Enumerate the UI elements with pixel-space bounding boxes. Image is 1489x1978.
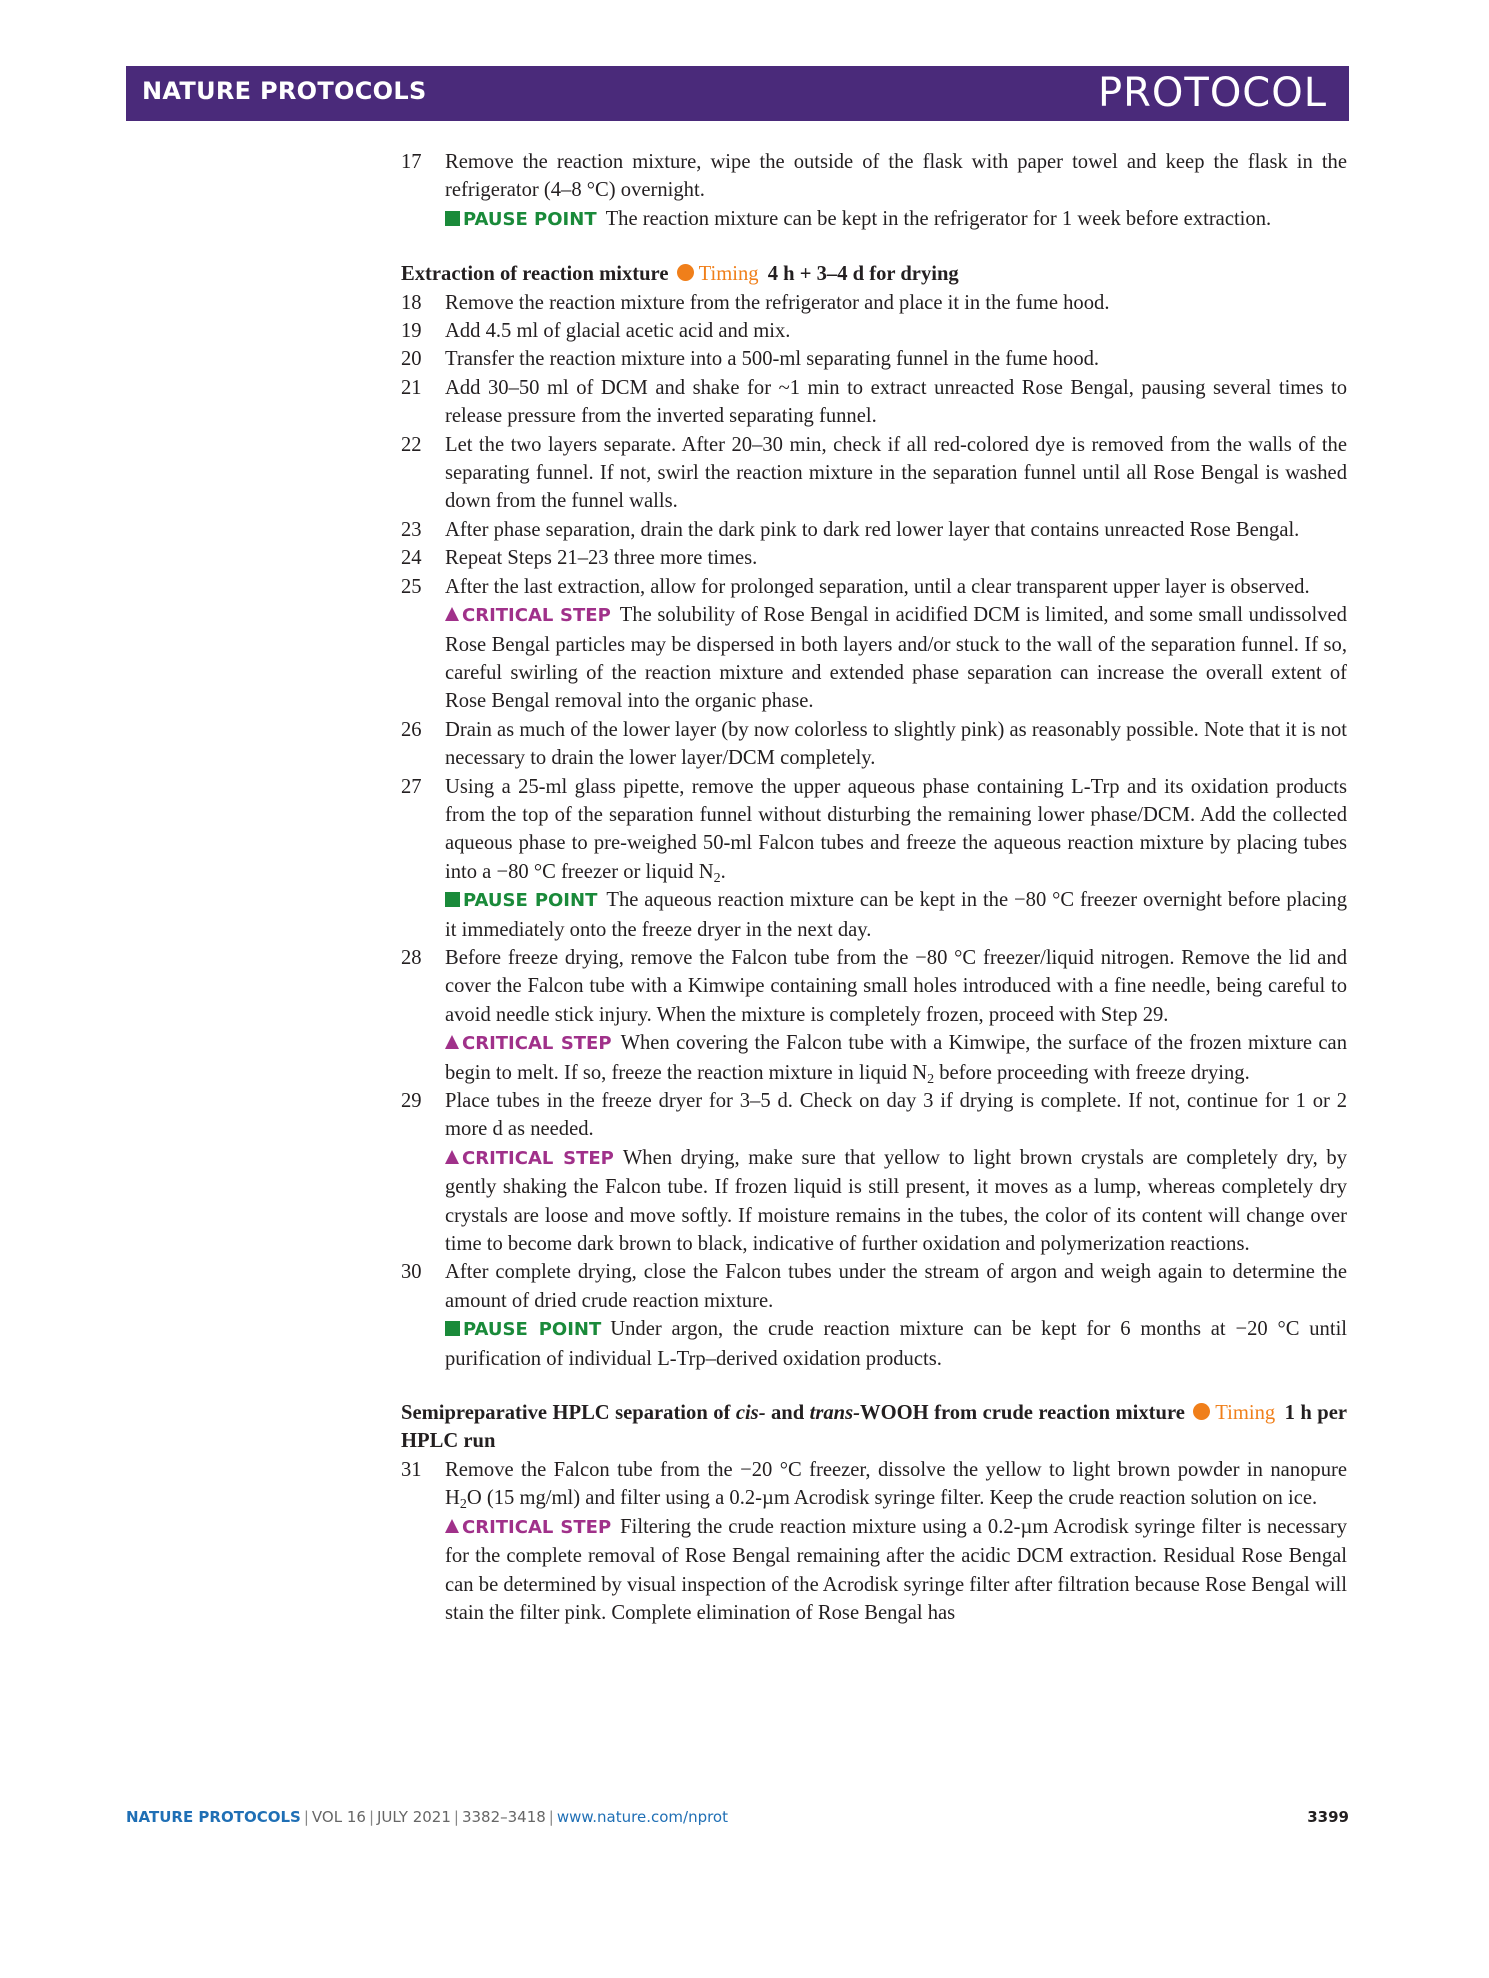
step-text: Add 4.5 ml of glacial acetic acid and mix. [445, 320, 791, 343]
step-number: 25 [401, 575, 422, 598]
pause-point-text: The aqueous reaction mixture can be kept in the −80 °C freezer overnight before placing it immediately onto the freeze dryer in the next day. [445, 889, 1348, 941]
section-title: and [770, 1402, 805, 1425]
pause-point-note [445, 886, 1347, 944]
step-text: Drain as much of the lower layer (by now colorless to slightly pink) as reasonably possible. Note that it is not necessary to drain the lower layer/DCM completely. [445, 718, 1347, 770]
small-caps-l: L [657, 1347, 670, 1370]
critical-step-note [445, 1029, 1347, 1087]
pause-point-text: -Trp–derived oxidation products. [669, 1347, 942, 1370]
step-29 [401, 1087, 1347, 1258]
pause-point-note [445, 1315, 1347, 1373]
small-caps-l: L [1071, 775, 1084, 798]
critical-step-icon [445, 1519, 459, 1533]
critical-step-note [445, 1144, 1347, 1259]
critical-step-text: When covering the Falcon tube with a Kimwipe, the surface of the frozen mixture can begin to melt. If so, freeze the reaction mixture in liquid N [445, 1032, 1347, 1084]
step-text: Transfer the reaction mixture into a 500-ml separating funnel in the fume hood. [445, 348, 1100, 371]
step-text: Remove the reaction mixture from the refrigerator and place it in the fume hood. [445, 291, 1110, 314]
step-text: After phase separation, drain the dark pink to dark red lower layer that contains unreacted Rose Bengal. [445, 518, 1300, 541]
critical-step-icon [445, 607, 459, 621]
step-19 [401, 317, 1347, 345]
section-title: Semipreparative HPLC separation of [401, 1402, 731, 1425]
critical-step-icon [445, 1150, 459, 1164]
section-heading-hplc [401, 1399, 1347, 1456]
step-20 [401, 345, 1347, 373]
text-segment: O (15 mg/ml) and filter using a 0.2-µm Acrodisk syringe filter. Keep the crude reaction solution on ice. [466, 1487, 1318, 1510]
step-number: 22 [401, 433, 422, 456]
footer-separator: | [303, 1808, 309, 1826]
pause-point-label: PAUSE POINT [463, 208, 597, 230]
critical-step-label: CRITICAL STEP [462, 1147, 614, 1169]
step-text: Add 30–50 ml of DCM and shake for ~1 min to extract unreacted Rose Bengal, pausing several times to release pressure from the inverted separating funnel. [445, 376, 1347, 428]
text-segment: Remove the Falcon tube from the −20 °C freezer, dissolve the yellow to light brown powder in nanopure H [445, 1458, 1347, 1510]
footer-separator: | [548, 1808, 554, 1826]
step-number: 18 [401, 291, 422, 314]
section-title: Extraction of reaction mixture [401, 263, 669, 286]
pause-point-text: Under argon, the crude reaction mixture can be kept for 6 months at −20 °C until purification of individual [445, 1318, 1348, 1370]
footer-volume: VOL 16 [311, 1808, 366, 1826]
timing-label: Timing [1215, 1402, 1276, 1425]
step-text: After the last extraction, allow for prolonged separation, until a clear transparent upper layer is observed. [445, 575, 1310, 598]
text-segment: Using a 25-ml glass pipette, remove the upper aqueous phase containing [445, 775, 1064, 798]
step-text: Remove the reaction mixture, wipe the outside of the flask with paper towel and keep the flask in the refrigerator (4–8 °C) overnight. [445, 151, 1347, 202]
section-title: WOOH from crude reaction mixture [860, 1402, 1185, 1425]
subscript: 2 [713, 870, 721, 886]
step-text: Before freeze drying, remove the Falcon tube from the −80 °C freezer/liquid nitrogen. Remove the lid and cover the Falcon tube with a Kimwipe containing small holes introduced with a fine needle, being careful to avoid needle stick injury. When the mixture is completely frozen, proceed with Step 29. [445, 946, 1347, 1026]
step-text: Place tubes in the freeze dryer for 3–5 d. Check on day 3 if drying is complete. If not, continue for 1 or 2 more d as needed. [445, 1090, 1347, 1141]
header-bar [126, 66, 1349, 121]
step-number: 17 [401, 151, 422, 173]
timing-value: 1 h per HPLC run [401, 1402, 1348, 1453]
critical-step-icon [445, 1035, 459, 1049]
subscript: 2 [459, 1497, 467, 1513]
footer-url-link[interactable]: www.nature.com/nprot [556, 1808, 728, 1826]
step-28 [401, 944, 1347, 1087]
step-21 [401, 374, 1347, 431]
critical-step-note [445, 1513, 1347, 1628]
step-number: 28 [401, 946, 422, 969]
critical-step-label: CRITICAL STEP [462, 1516, 612, 1538]
pause-point-icon [445, 211, 460, 226]
step-text: Repeat Steps 21–23 three more times. [445, 547, 758, 570]
step-number: 19 [401, 320, 422, 343]
critical-step-text: Filtering the crude reaction mixture using a 0.2-µm Acrodisk syringe filter is necessary for the complete removal of Rose Bengal remaining after the acidic DCM extraction. Residual Rose Bengal can be determined by visual inspection of the Acrodisk syringe filter after filtration because Rose Bengal will stain the filter pink. Complete elimination of Rose Bengal has [445, 1515, 1347, 1624]
timing-value: 4 h + 3–4 d for drying [767, 263, 959, 286]
step-31 [401, 1456, 1347, 1627]
footer-issue: JULY 2021 [377, 1808, 451, 1826]
step-number: 29 [401, 1090, 422, 1112]
step-text: After complete drying, close the Falcon tubes under the stream of argon and weigh again to determine the amount of dried crude reaction mixture. [445, 1261, 1347, 1312]
main-content [401, 148, 1347, 1627]
step-17 [401, 148, 1347, 234]
footer-separator: | [453, 1808, 459, 1826]
step-text [445, 773, 1347, 887]
step-text: Let the two layers separate. After 20–30 min, check if all red-colored dye is removed from the walls of the separating funnel. If not, swirl the reaction mixture in the separation funnel until all Rose Bengal is washed down from the funnel walls. [445, 433, 1347, 513]
step-number: 26 [401, 718, 422, 741]
step-number: 30 [401, 1261, 422, 1284]
journal-name: NATURE PROTOCOLS [142, 77, 427, 105]
footer-separator: | [368, 1808, 374, 1826]
pause-point-text: The reaction mixture can be kept in the refrigerator for 1 week before extraction. [605, 207, 1272, 230]
critical-step-text: The solubility of Rose Bengal in acidified DCM is limited, and some small undissolved Rose Bengal particles may be dispersed in both layers and/or stuck to the wall of the separation funnel. If so, careful swirling of the reaction mixture and extended phase separation can increase the overall extent of Rose Bengal removal into the organic phase. [445, 604, 1347, 713]
step-number: 21 [401, 376, 422, 399]
footer-journal: NATURE PROTOCOLS [126, 1808, 301, 1826]
page-number: 3399 [1307, 1808, 1349, 1826]
critical-step-note [445, 601, 1347, 716]
section-title-italic: cis- [735, 1402, 766, 1425]
step-23 [401, 516, 1347, 544]
subscript: 2 [927, 1071, 935, 1087]
pause-point-icon [445, 1321, 460, 1336]
section-heading-extraction [401, 260, 1347, 288]
step-24 [401, 544, 1347, 572]
step-text [445, 1456, 1347, 1513]
pause-point-icon [445, 892, 460, 907]
step-number: 20 [401, 348, 422, 371]
step-26 [401, 716, 1347, 773]
timing-bullet-icon [677, 264, 694, 281]
text-segment: . [720, 860, 726, 883]
step-number: 23 [401, 518, 422, 541]
article-type: PROTOCOL [1097, 70, 1327, 116]
step-number: 31 [401, 1458, 422, 1481]
footer-pages: 3382–3418 [461, 1808, 546, 1826]
step-25 [401, 573, 1347, 716]
step-30 [401, 1258, 1347, 1373]
critical-step-text: before proceeding with freeze drying. [934, 1061, 1250, 1084]
section-title-italic: trans- [809, 1402, 860, 1425]
step-number: 24 [401, 547, 422, 570]
timing-label: Timing [698, 263, 759, 286]
critical-step-label: CRITICAL STEP [462, 605, 611, 627]
critical-step-text: When drying, make sure that yellow to light brown crystals are completely dry, by gently shaking the Falcon tube. If frozen liquid is still present, it moves as a lump, whereas completely dry crystals are loose and move softly. If moisture remains in the tubes, the color of its content will change over time to become dark brown to black, indicative of further oxidation and polymerization reactions. [445, 1146, 1347, 1256]
pause-point-note [445, 205, 1347, 234]
pause-point-label: PAUSE POINT [463, 1319, 602, 1341]
step-27 [401, 773, 1347, 944]
step-22 [401, 431, 1347, 516]
timing-bullet-icon [1193, 1403, 1210, 1420]
critical-step-label: CRITICAL STEP [462, 1033, 612, 1055]
footer-citation [126, 1808, 728, 1826]
step-number: 27 [401, 775, 422, 798]
step-18 [401, 289, 1347, 317]
pause-point-label: PAUSE POINT [463, 890, 598, 912]
text-segment: -Trp and its oxidation products from the top of the separation funnel without disturbing the remaining lower phase/DCM. Add the collected aqueous phase to pre-weighed 50-ml Falcon tubes and freeze the aqueous reaction mixture by placing tubes into a −80 °C freezer or liquid N [445, 775, 1347, 883]
